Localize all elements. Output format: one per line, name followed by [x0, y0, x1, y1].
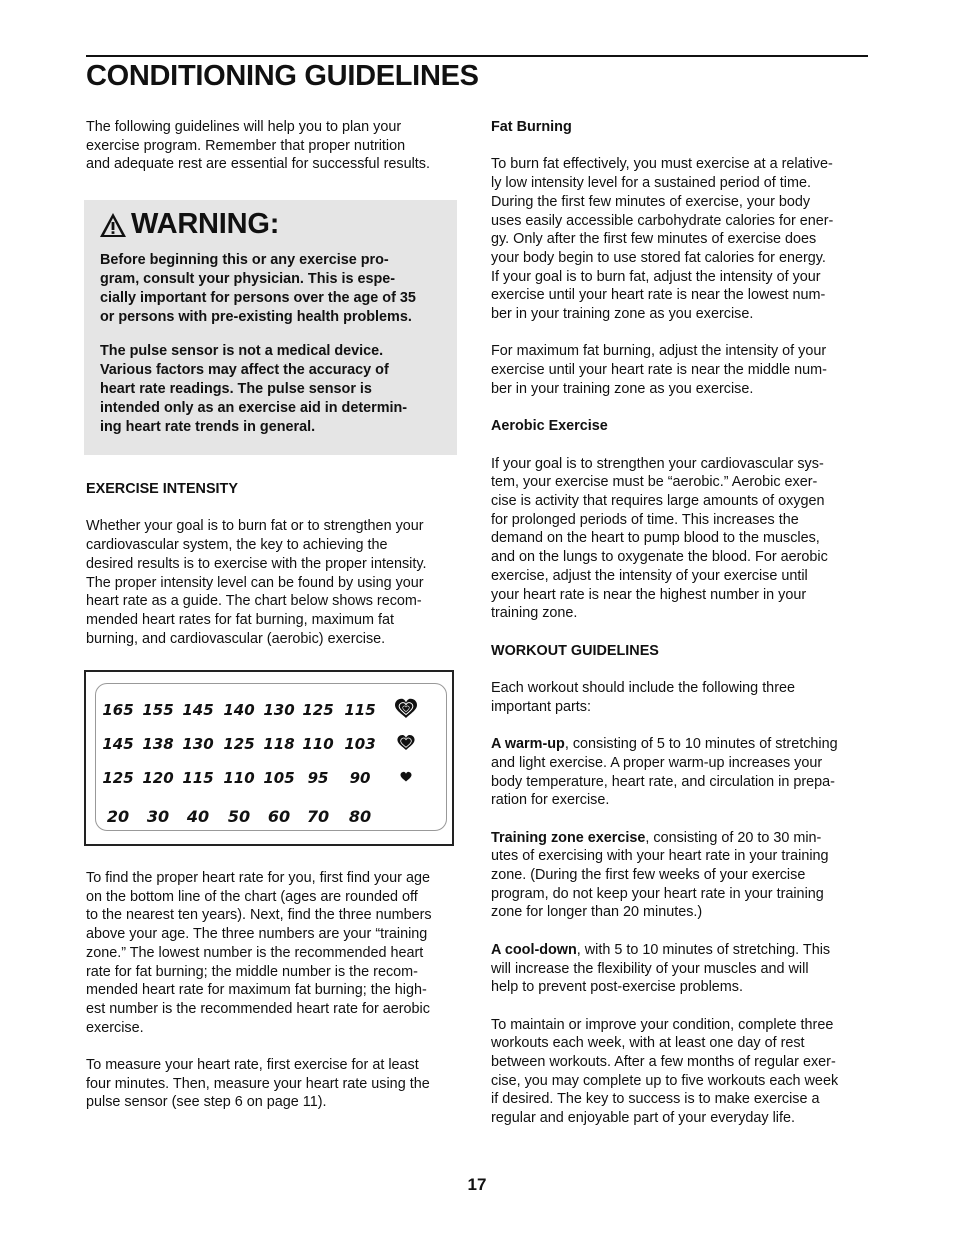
heart-rate-value-r1-c6: 125	[302, 701, 334, 719]
heart-rate-value-r2-c7: 103	[344, 735, 376, 753]
age-value-80: 80	[348, 807, 372, 826]
training-zone-label: Training zone exercise	[491, 829, 646, 846]
training-zone-paragraph	[491, 829, 869, 923]
maintain-paragraph: To maintain or improve your condition, complete three workouts each week, with at least one day of rest between workouts. After a few months of regular exer- cise, you may complete up to five workouts each week if desired. The key to success is to make exercise a regular and enjoyable part of your everyday life.	[491, 1016, 839, 1127]
heart-rate-value-r3-c5: 105	[263, 769, 295, 787]
header-rule	[86, 55, 868, 57]
heart-rate-chart-svg	[86, 672, 456, 848]
page-number: 17	[467, 1175, 487, 1194]
age-value-30: 30	[146, 807, 170, 826]
warm-up-paragraph	[491, 735, 869, 810]
age-value-50: 50	[227, 807, 251, 826]
workout-intro: Each workout should include the following three important parts:	[491, 680, 795, 715]
heart-rate-value-r1-c2: 155	[142, 701, 174, 719]
page-title: CONDITIONING GUIDELINES	[86, 60, 479, 92]
age-value-70: 70	[306, 807, 330, 826]
intro-text: The following guidelines will help you to plan your exercise program. Remember that proper nutrition and adequate rest are essential for successful results.	[86, 119, 430, 173]
cool-down-text: , with 5 to 10 minutes of stretching. This will increase the flexibility of your muscles and will help to prevent post-exercise problems.	[491, 941, 831, 996]
warning-paragraph-2: The pulse sensor is not a medical device. Various factors may affect the accuracy of heart rate readings. The pulse sensor is intended only as an exercise aid in determin- ing heart rate trends in general.	[100, 343, 408, 435]
warning-heading	[99, 208, 279, 241]
warning-paragraph-1: Before beginning this or any exercise pro- gram, consult your physician. This is espe- cially important for persons over the age of 35 or persons with pre-existing health problems.	[100, 252, 416, 325]
heart-rate-value-r2-c4: 125	[223, 735, 255, 753]
aerobic-heading: Aerobic Exercise	[491, 418, 608, 435]
age-value-40: 40	[186, 807, 210, 826]
heart-small-icon	[401, 772, 412, 782]
intro-paragraph	[86, 118, 466, 174]
training-zone-text: , consisting of 20 to 30 min- utes of exercising with your heart rate in your training zone. (During the first few weeks of your exercise program, do not keep your heart rate in your training zone for longer than 20 minutes.)	[491, 829, 829, 921]
warm-up-label: A warm-up	[491, 736, 565, 753]
heart-rate-value-r3-c3: 115	[182, 769, 214, 787]
fat-burning-paragraph-1: To burn fat effectively, you must exercise at a relative- ly low intensity level for a sustained period of time. During the first few minutes of exercise, your body uses easily accessible carbohydrate calories for ener- gy. Only after the first few minutes of exercise does your body begin to use stored fat calories for energy. If your goal is to burn fat, adjust the intensity of your exercise until your heart rate is near the lowest num- ber in your training zone as you exercise.	[491, 156, 834, 323]
find-heart-rate-text: To find the proper heart rate for you, first find your age on the bottom line of the chart (ages are rounded off to the nearest ten years). Next, find the three numbers above your age. The three numbers are your “training zone.” The lowest number is the recommended heart rate for fat burning; the middle number is the recom- mended heart rate for maximum fat burning; the high- est number is the recommended heart rate for aerobic exercise.	[86, 870, 432, 1036]
heart-rate-value-r3-c1: 125	[102, 769, 134, 787]
heart-rate-value-r2-c2: 138	[142, 735, 174, 753]
cool-down-paragraph	[491, 941, 869, 997]
warning-box	[84, 200, 457, 455]
age-value-20: 20	[106, 807, 130, 826]
heart-rate-value-r2-c1: 145	[102, 735, 134, 753]
heart-rate-value-r2-c6: 110	[302, 735, 334, 753]
fat-burning-section	[491, 118, 869, 1128]
heart-rate-value-r3-c7: 90	[349, 769, 371, 787]
heart-rate-value-r1-c4: 140	[223, 701, 255, 719]
fat-burning-paragraph-2: For maximum fat burning, adjust the intensity of your exercise until your heart rate is near the middle num- ber in your training zone as you exercise.	[491, 343, 827, 397]
heart-rate-value-r3-c4: 110	[223, 769, 255, 787]
heart-rate-value-r1-c3: 145	[182, 701, 214, 719]
workout-heading: WORKOUT GUIDELINES	[491, 642, 659, 659]
warning-triangle-icon	[99, 212, 127, 238]
measure-heart-rate-text: To measure your heart rate, first exercise for at least four minutes. Then, measure your heart rate using the pulse sensor (see step 6 on page 11).	[86, 1057, 430, 1111]
heart-medium-icon	[397, 735, 414, 750]
warning-title: WARNING:	[131, 208, 280, 240]
heart-rate-value-r3-c2: 120	[142, 769, 174, 787]
warm-up-text: , consisting of 5 to 10 minutes of stretching and light exercise. A proper warm-up increases your body temperature, heart rate, and circulation in prepa- ration for exercise.	[491, 736, 838, 809]
aerobic-text: If your goal is to strengthen your cardiovascular sys- tem, your exercise must be “aerobic.” Aerobic exer- cise is activity that requires large amounts of oxygen for prolonged periods of time. This increases the demand on the heart to pump blood to the muscles, and on the lungs to oxygenate the blood. For aerobic exercise, adjust the intensity of your exercise until your heart rate is near the highest number in your training zone.	[491, 455, 828, 622]
heart-large-icon	[395, 699, 417, 718]
cool-down-label: A cool-down	[491, 941, 577, 958]
heart-rate-value-r2-c5: 118	[263, 735, 295, 753]
heart-rate-value-r1-c7: 115	[344, 701, 376, 719]
exercise-intensity-heading: EXERCISE INTENSITY	[86, 481, 238, 497]
exercise-intensity-section	[86, 480, 466, 648]
heart-rate-value-r3-c6: 95	[307, 769, 329, 787]
age-value-60: 60	[267, 807, 291, 826]
find-heart-rate-section	[86, 869, 466, 1112]
heart-rate-value-r2-c3: 130	[182, 735, 214, 753]
exercise-intensity-text: Whether your goal is to burn fat or to strengthen your cardiovascular system, the key to achieving the desired results is to exercise with the proper intensity. The proper intensity level can be found by using your heart rate as a guide. The chart below shows recom- mended heart rates for fat burning, maximum fat burning, and cardiovascular (aerobic) exercise.	[86, 518, 427, 647]
heart-rate-chart	[84, 670, 454, 846]
heart-rate-value-r1-c1: 165	[102, 701, 134, 719]
fat-burning-heading: Fat Burning	[491, 119, 572, 135]
heart-rate-value-r1-c5: 130	[263, 701, 295, 719]
